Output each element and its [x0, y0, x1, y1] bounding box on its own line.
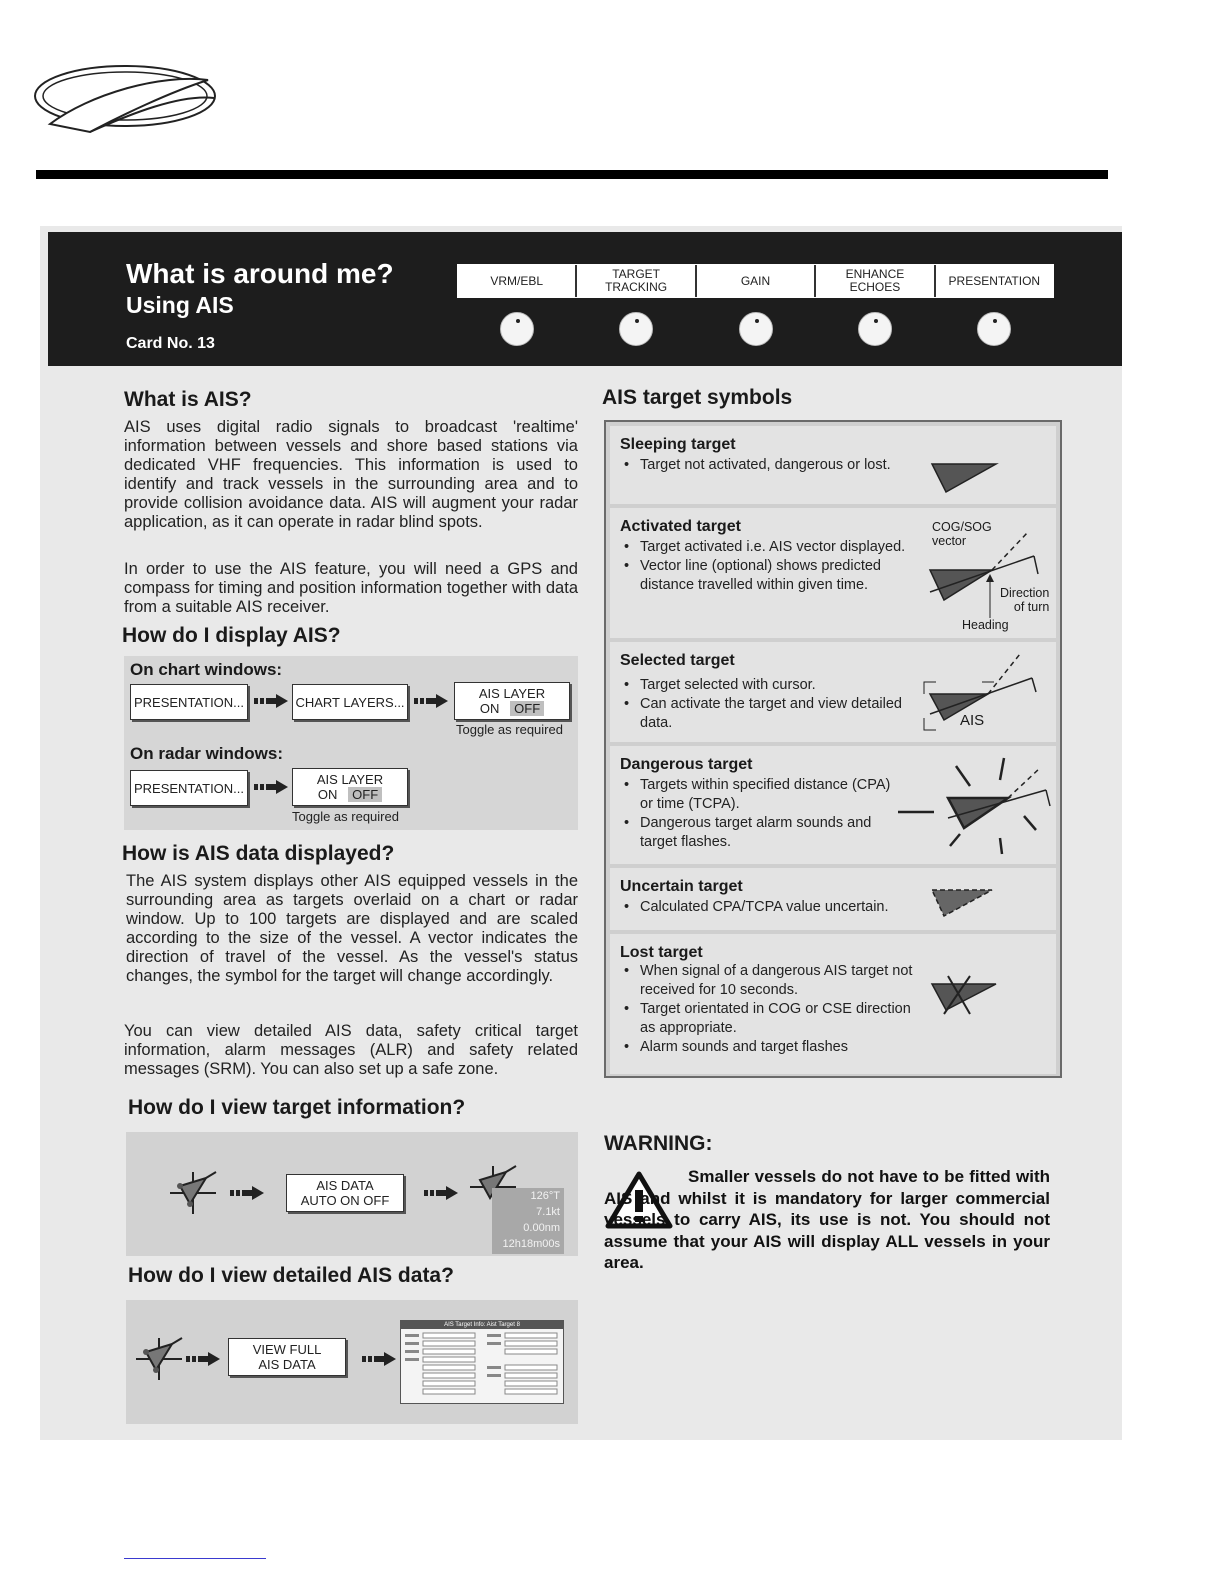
arrow-right-icon — [186, 1352, 220, 1366]
target-data-popup — [492, 1188, 564, 1254]
ais-data-label: AIS DATA — [316, 1178, 374, 1193]
view-full-label: VIEW FULL — [252, 1342, 322, 1357]
ais-target-cursor-icon — [132, 1334, 186, 1384]
selected-target-icon — [920, 652, 1050, 738]
knob-icon[interactable] — [858, 312, 892, 346]
radar-windows-label: On radar windows: — [130, 744, 284, 763]
knob-row — [457, 312, 1054, 350]
header-rule — [36, 170, 1108, 179]
data-displayed-text: The AIS system displays other AIS equipped vessels in the surrounding area as targets overlaid on a chart or radar window. Up to 100 targets are displayed and are scaled according to the size of the vessel. A vector indicates the direction of travel of the vessel. As the vessel's status changes, the symbol for the target will change accordingly. — [126, 872, 578, 985]
symbol-row-selected — [610, 642, 1056, 742]
symbol-bullet: • Calculated CPA/TCPA value uncertain. — [622, 898, 922, 917]
vector-label: vector — [932, 534, 967, 548]
footnote-rule — [124, 1558, 266, 1559]
softkey-bar — [457, 264, 1054, 298]
target-info-panel — [126, 1132, 578, 1256]
symbol-bullet: • Target not activated, dangerous or lost. — [622, 456, 892, 475]
sleeping-target-icon — [930, 460, 1000, 496]
knob-icon[interactable] — [977, 312, 1011, 346]
ais-layer-chart-toggle[interactable] — [454, 682, 570, 720]
symbol-title: Selected target — [620, 652, 735, 669]
arrow-right-icon — [254, 780, 288, 794]
symbols-table — [604, 420, 1062, 1078]
ais-layer-label: AIS LAYER — [478, 686, 546, 701]
chart-windows-label: On chart windows: — [130, 660, 283, 679]
popup-bearing: 126°T — [530, 1190, 560, 1202]
direction-annotation — [1000, 586, 1049, 614]
detailed-data-heading: How do I view detailed AIS data? — [128, 1264, 454, 1287]
arrow-right-icon — [414, 694, 448, 708]
display-ais-panel — [124, 656, 578, 830]
softkey-target-tracking[interactable]: TARGET TRACKING — [575, 265, 694, 297]
detailed-data-panel — [126, 1300, 578, 1424]
lost-target-icon — [930, 974, 1000, 1018]
symbol-bullet: • When signal of a dangerous AIS target not received for 10 seconds. — [622, 962, 922, 1000]
ais-layer-on: ON — [317, 787, 338, 802]
target-info-heading: How do I view target information? — [128, 1096, 466, 1119]
symbols-heading: AIS target symbols — [602, 386, 793, 409]
display-ais-heading: How do I display AIS? — [122, 624, 341, 647]
warning-title: WARNING: — [604, 1132, 713, 1155]
direction-label: Direction — [1000, 586, 1050, 600]
symbol-row-lost — [610, 934, 1056, 1074]
symbol-title: Dangerous target — [620, 756, 753, 773]
symbol-title: Sleeping target — [620, 436, 736, 453]
brand-logo-icon — [30, 54, 220, 144]
cog-sog-label: COG/SOG — [932, 520, 992, 534]
data-displayed-heading: How is AIS data displayed? — [122, 842, 395, 865]
chart-layers-button[interactable]: CHART LAYERS... — [292, 684, 408, 720]
of-turn-label: of turn — [1013, 600, 1050, 614]
view-full-ais-data-button[interactable] — [228, 1338, 346, 1376]
toggle-note-chart: Toggle as required — [456, 722, 563, 737]
softkey-gain[interactable]: GAIN — [695, 265, 814, 297]
arrow-right-icon — [230, 1186, 264, 1200]
card-title: What is around me? — [126, 258, 394, 289]
presentation-button[interactable]: PRESENTATION... — [130, 684, 248, 720]
softkey-enhance-echoes[interactable]: ENHANCE ECHOES — [814, 265, 933, 297]
symbol-title: Activated target — [620, 518, 741, 535]
ais-card — [40, 226, 1122, 1440]
popup-tcpa: 12h18m00s — [502, 1238, 560, 1250]
arrow-right-icon — [424, 1186, 458, 1200]
info-window-fields-icon — [401, 1329, 563, 1403]
symbol-row-uncertain — [610, 868, 1056, 930]
ais-target-cursor-icon — [166, 1168, 220, 1218]
ais-data-button[interactable] — [286, 1174, 404, 1212]
warning-text: Smaller vessels do not have to be fitted with AIS and whilst it is mandatory for larger commercial vessels to carry AIS, its use is not. You should not assume that your AIS will display ALL vessels in your area. — [604, 1167, 1050, 1272]
knob-icon[interactable] — [619, 312, 653, 346]
symbol-bullet: • Targets within specified distance (CPA) or time (TCPA). — [622, 776, 902, 814]
symbol-bullet: • Target activated i.e. AIS vector displayed. — [622, 538, 918, 557]
toggle-note-radar: Toggle as required — [292, 809, 399, 824]
symbol-bullet: • Vector line (optional) shows predicted distance travelled within given time. — [622, 557, 918, 595]
popup-cpa: 0.00nm — [523, 1222, 560, 1234]
softkey-presentation[interactable]: PRESENTATION — [934, 265, 1053, 297]
ais-layer-radar-toggle[interactable] — [292, 768, 408, 806]
what-is-ais-heading: What is AIS? — [124, 388, 252, 411]
ais-layer-off: OFF — [348, 787, 382, 802]
card-number: Card No. 13 — [126, 335, 215, 352]
knob-icon[interactable] — [500, 312, 534, 346]
symbol-row-activated — [610, 508, 1056, 638]
ais-data-mode: AUTO ON OFF — [300, 1193, 390, 1208]
knob-icon[interactable] — [739, 312, 773, 346]
ais-tag-label: AIS — [960, 712, 985, 729]
ais-layer-off: OFF — [510, 701, 544, 716]
ais-layer-label: AIS LAYER — [316, 772, 384, 787]
ais-requirements-text: In order to use the AIS feature, you will need a GPS and compass for timing and position information together with data from a suitable AIS receiver. — [124, 560, 578, 616]
symbol-bullet: • Target orientated in COG or CSE direction as appropriate. — [622, 1000, 922, 1038]
arrow-right-icon — [362, 1352, 396, 1366]
symbol-row-sleeping — [610, 426, 1056, 504]
symbol-bullet: • Dangerous target alarm sounds and target flashes. — [622, 814, 902, 852]
data-options-text: You can view detailed AIS data, safety critical target information, alarm messages (ALR) and safety related messages (SRM). You can also set up a safe zone. — [124, 1022, 578, 1078]
presentation-button[interactable]: PRESENTATION... — [130, 770, 248, 806]
info-window-title: AIS Target Info: Aist Target 8 — [401, 1321, 563, 1329]
symbol-bullet: • Alarm sounds and target flashes — [622, 1038, 922, 1057]
symbol-bullet: • Target selected with cursor. — [622, 676, 912, 695]
symbol-title: Lost target — [620, 944, 703, 961]
arrow-right-icon — [254, 694, 288, 708]
softkey-vrm-ebl[interactable]: VRM/EBL — [490, 273, 544, 288]
symbol-title: Uncertain target — [620, 878, 743, 895]
ais-target-info-window — [400, 1320, 564, 1404]
symbol-bullet: • Can activate the target and view detailed data. — [622, 695, 912, 733]
heading-annotation: Heading — [962, 618, 1009, 632]
card-banner — [48, 232, 1122, 366]
what-is-ais-text: AIS uses digital radio signals to broadcast 'realtime' information between vessels and shore based stations via dedicated VHF frequencies. This information is used to identify and track vessels in the surrounding area and to provide collision avoidance data. AIS will augment your radar application, as it can operate in radar blind spots. — [124, 418, 578, 531]
symbol-row-dangerous — [610, 746, 1056, 864]
dangerous-target-icon — [890, 754, 1056, 862]
uncertain-target-icon — [930, 886, 996, 920]
ais-data-label: AIS DATA — [258, 1357, 316, 1372]
card-subtitle: Using AIS — [126, 292, 234, 318]
ais-layer-on: ON — [479, 701, 500, 716]
popup-speed: 7.1kt — [536, 1206, 560, 1218]
